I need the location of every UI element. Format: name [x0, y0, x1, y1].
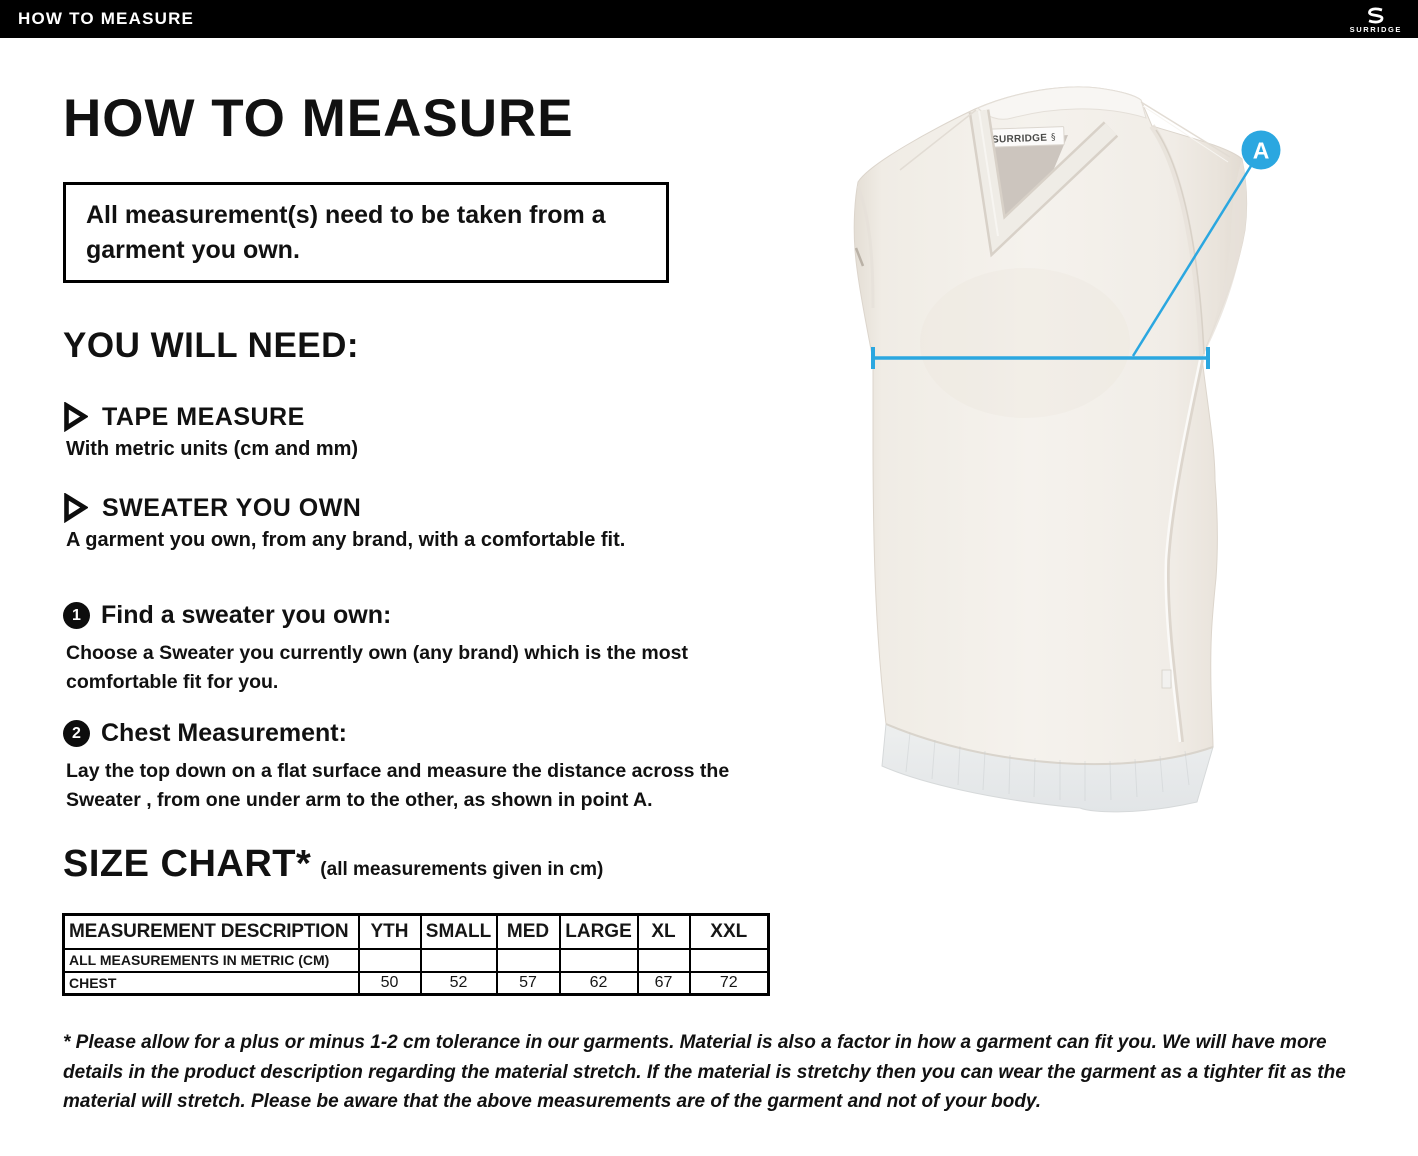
- table-cell: [560, 949, 638, 972]
- table-cell: 67: [638, 972, 690, 995]
- size-chart-table: [62, 913, 770, 996]
- column-header: LARGE: [560, 915, 638, 949]
- side-seam-tag: [1162, 670, 1171, 688]
- table-cell: [359, 949, 421, 972]
- step-number-badge: 2: [63, 720, 90, 747]
- surridge-s-icon: [1364, 7, 1388, 25]
- table-cell: 52: [421, 972, 497, 995]
- table-cell: [497, 949, 560, 972]
- step-number-badge: 1: [63, 602, 90, 629]
- step-description: Choose a Sweater you currently own (any brand) which is the most comfortable fit for you.: [66, 642, 688, 693]
- step-1: [63, 601, 756, 697]
- row-label: CHEST: [64, 972, 359, 995]
- table-row: [64, 949, 769, 972]
- need-item-description: With metric units (cm and mm): [66, 438, 359, 460]
- table-cell: [690, 949, 769, 972]
- step-description: Lay the top down on a flat surface and measure the distance across the Sweater , from one under arm to the other, as shown in point A.: [66, 760, 730, 811]
- table-cell: 57: [497, 972, 560, 995]
- column-header: SMALL: [421, 915, 497, 949]
- marker-a-label: A: [1252, 137, 1270, 164]
- garment-figure: [840, 78, 1290, 823]
- garment-body: [854, 87, 1246, 812]
- top-bar: [0, 0, 1418, 38]
- table-header-row: [64, 915, 769, 949]
- collar-brand-label: [986, 127, 1065, 148]
- step-title: Chest Measurement:: [101, 719, 347, 747]
- notice-box: [63, 182, 669, 283]
- collar-label-text: SURRIDGE: [991, 132, 1048, 146]
- size-chart-heading: [63, 843, 603, 886]
- page-title: HOW TO MEASURE: [63, 89, 574, 148]
- brand-logo: [1350, 7, 1402, 34]
- table-cell: [638, 949, 690, 972]
- table-cell: 72: [690, 972, 769, 995]
- need-item-title: SWEATER YOU OWN: [102, 493, 362, 522]
- step-title: Find a sweater you own:: [101, 601, 392, 629]
- column-header: MEASUREMENT DESCRIPTION: [64, 915, 359, 949]
- top-bar-title: HOW TO MEASURE: [18, 9, 195, 28]
- size-chart-subtitle: (all measurements given in cm): [320, 859, 604, 880]
- arrow-triangle-icon: [63, 493, 88, 523]
- need-item-title: TAPE MEASURE: [102, 402, 305, 431]
- sleeveless-sweater-illustration: [840, 78, 1290, 823]
- table-cell: [421, 949, 497, 972]
- brand-name: SURRIDGE: [1349, 24, 1402, 34]
- need-item-description: A garment you own, from any brand, with a comfortable fit.: [66, 529, 626, 551]
- arrow-triangle-icon: [63, 402, 88, 432]
- notice-text: All measurement(s) need to be taken from a garment you own.: [86, 200, 606, 264]
- row-label: ALL MEASUREMENTS IN METRIC (CM): [64, 949, 359, 972]
- column-header: MED: [497, 915, 560, 949]
- need-item-sweater: [63, 493, 625, 552]
- table-cell: 50: [359, 972, 421, 995]
- column-header: XL: [638, 915, 690, 949]
- table-row: [64, 972, 769, 995]
- column-header: YTH: [359, 915, 421, 949]
- collar-label-s-glyph: §: [1050, 132, 1056, 144]
- table-cell: 62: [560, 972, 638, 995]
- step-2: [63, 719, 766, 815]
- need-item-tape-measure: [63, 402, 358, 461]
- column-header: XXL: [690, 915, 769, 949]
- you-will-need-heading: YOU WILL NEED:: [63, 326, 360, 365]
- tolerance-footnote: * Please allow for a plus or minus 1-2 cm tolerance in our garments. Material is also a factor in how a garment can fit you. We will have more details in the product description regarding the material stretch. If the material is stretchy then you can wear the garment as a tighter fit as the material will stretch. Please be aware that the above measurements are of the garment and not of your body.: [63, 1032, 1346, 1112]
- size-chart-title: SIZE CHART*: [63, 843, 312, 885]
